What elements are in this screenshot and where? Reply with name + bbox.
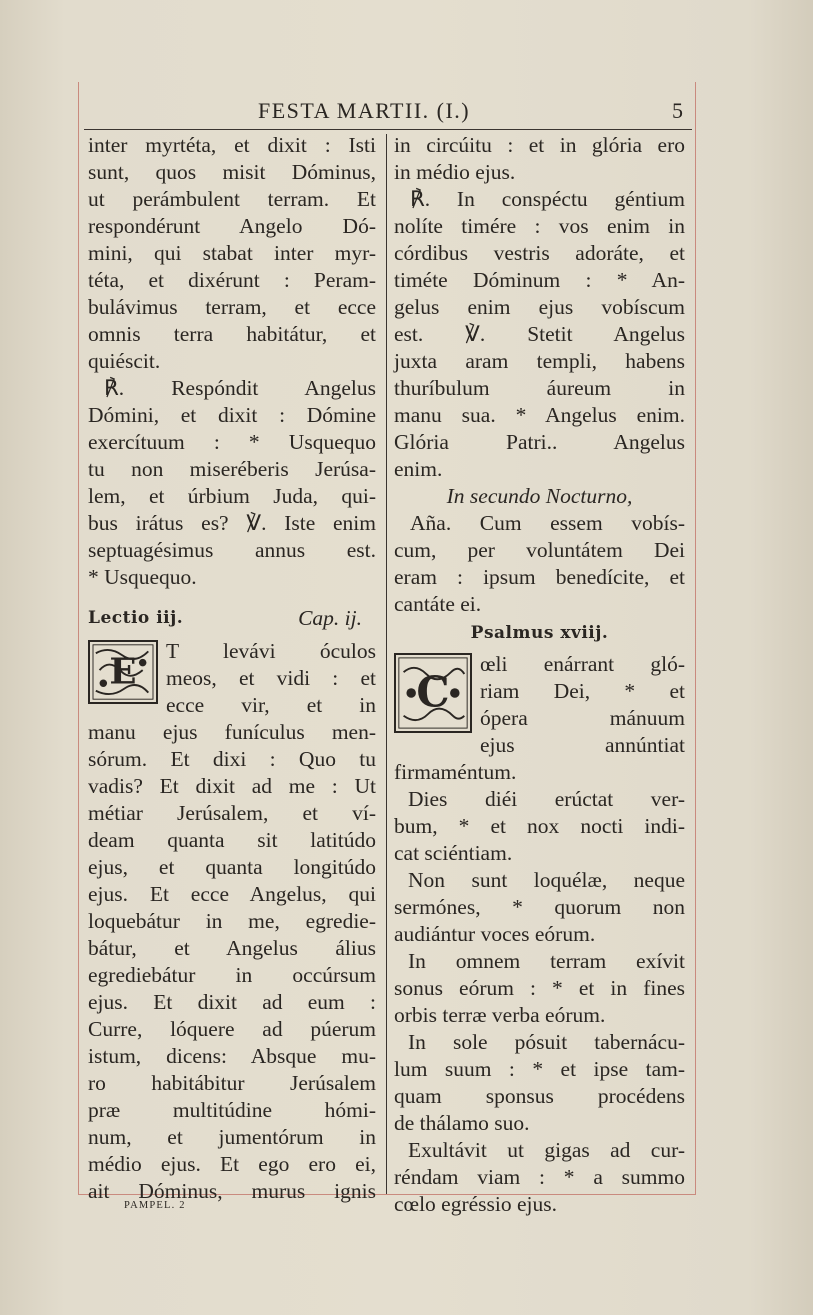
text-line: Aña. Cum essem vobís- bbox=[410, 511, 685, 535]
text-line: médio ejus. Et ego ero ei, bbox=[88, 1152, 376, 1176]
text-line: mini, qui stabat inter myr- bbox=[88, 241, 376, 265]
text-line: respondérunt Angelo Dó- bbox=[88, 214, 376, 238]
text-line: bus irátus es? ℣. Iste enim bbox=[88, 511, 376, 535]
text-line: ut perámbulent terram. Et bbox=[88, 187, 376, 211]
text-line: num, et jumentórum in bbox=[88, 1125, 376, 1149]
text-line: quam sponsus procédens bbox=[394, 1084, 685, 1108]
text-line: cantáte ei. bbox=[394, 592, 482, 616]
ornament-icon bbox=[90, 642, 156, 702]
text-line: gelus enim ejus vobíscum bbox=[394, 295, 685, 319]
text-line: œli enárrant gló- bbox=[480, 652, 685, 676]
text-line: cœlo egréssio ejus. bbox=[394, 1192, 558, 1216]
decorated-initial-c bbox=[394, 653, 472, 733]
text-line: * Usquequo. bbox=[88, 565, 197, 589]
text-line: córdibus vestris adoráte, et bbox=[394, 241, 685, 265]
text-line: ejus. Et ecce Angelus, qui bbox=[88, 882, 376, 906]
text-line: sermónes, * quorum non bbox=[394, 895, 685, 919]
left-reading bbox=[88, 638, 376, 1205]
psalm-text bbox=[394, 651, 685, 786]
text-line: Glória Patri.. Angelus bbox=[394, 430, 685, 454]
left-responsory bbox=[88, 375, 376, 591]
text-line: thuríbulum áureum in bbox=[394, 376, 685, 400]
text-line: lum suum : * et ipse tam- bbox=[394, 1057, 685, 1081]
text-line: lem, et úrbium Juda, qui- bbox=[88, 484, 376, 508]
text-line: sonus eórum : * et in fines bbox=[394, 976, 685, 1000]
running-header bbox=[80, 96, 685, 130]
text-line: tu non miseréberis Jerúsa- bbox=[88, 457, 376, 481]
text-line: eram : ipsum benedícite, et bbox=[394, 565, 685, 589]
text-line: Curre, lóquere ad púerum bbox=[88, 1017, 376, 1041]
text-line: T levávi óculos bbox=[166, 639, 376, 663]
verse-4 bbox=[394, 1029, 685, 1137]
text-line: In omnem terram exívit bbox=[408, 949, 685, 973]
text-line: cum, per voluntátem Dei bbox=[394, 538, 685, 562]
text-line: ópera mánuum bbox=[480, 706, 685, 730]
text-line: Exultávit ut gigas ad cur- bbox=[408, 1138, 685, 1162]
text-line: de thálamo suo. bbox=[394, 1111, 530, 1135]
text-line: loquebátur in me, egredie- bbox=[88, 909, 376, 933]
text-line: ejus annúntiat bbox=[480, 733, 685, 757]
text-line: ℟. Respóndit Angelus bbox=[104, 376, 376, 400]
text-line: sórum. Et dixi : Quo tu bbox=[88, 747, 376, 771]
text-line: istum, dicens: Absque mu- bbox=[88, 1044, 376, 1068]
verse-3 bbox=[394, 948, 685, 1029]
text-line: vadis? Et dixit ad me : Ut bbox=[88, 774, 376, 798]
right-paragraph-1 bbox=[394, 132, 685, 186]
text-line: riam Dei, * et bbox=[480, 679, 685, 703]
text-line: omnis terra habitátur, et bbox=[88, 322, 376, 346]
verse-1 bbox=[394, 786, 685, 867]
text-line: juxta aram templi, habens bbox=[394, 349, 685, 373]
text-line: deam quanta sit latitúdo bbox=[88, 828, 376, 852]
text-line: manu sua. * Angelus enim. bbox=[394, 403, 685, 427]
text-line: réndam viam : * a summo bbox=[394, 1165, 685, 1189]
text-line: Dómini, et dixit : Dómine bbox=[88, 403, 376, 427]
text-line: inter myrtéta, et dixit : Isti bbox=[88, 133, 376, 157]
text-line: ro habitábitur Jerúsalem bbox=[88, 1071, 376, 1095]
text-line: præ multitúdine hómi- bbox=[88, 1098, 376, 1122]
text-line: enim. bbox=[394, 457, 443, 481]
lectio-label: Lectio iij. bbox=[88, 608, 184, 628]
text-line: ejus, et quanta longitúdo bbox=[88, 855, 376, 879]
psalm-heading: Psalmus xviij. bbox=[470, 623, 609, 643]
text-line: ecce vir, et in bbox=[166, 693, 376, 717]
text-line: ait Dóminus, murus ignis bbox=[88, 1179, 376, 1203]
text-line: est. ℣. Stetit Angelus bbox=[394, 322, 685, 346]
verse-2 bbox=[394, 867, 685, 948]
text-line: egrediebátur in occúrsum bbox=[88, 963, 376, 987]
text-line: Non sunt loquélæ, neque bbox=[408, 868, 685, 892]
text-line: orbis terræ verba eórum. bbox=[394, 1003, 606, 1027]
header-title: FESTA MARTII. (I.) bbox=[258, 98, 471, 123]
initial-letter: E bbox=[109, 651, 137, 693]
text-line: septuagésimus annus est. bbox=[88, 538, 376, 562]
lectio-heading bbox=[88, 605, 376, 632]
text-line: audiántur voces eórum. bbox=[394, 922, 596, 946]
verse-5 bbox=[394, 1137, 685, 1218]
right-column bbox=[394, 132, 685, 1218]
text-line: nolíte timére : vos enim in bbox=[394, 214, 685, 238]
right-responsory bbox=[394, 186, 685, 483]
decorated-initial-e bbox=[88, 640, 158, 704]
text-line: In sole pósuit tabernácu- bbox=[408, 1030, 685, 1054]
frame-rule-left bbox=[78, 82, 79, 1194]
text-line: exercítuum : * Usquequo bbox=[88, 430, 376, 454]
text-line: manu ejus funículus men- bbox=[88, 720, 376, 744]
frame-rule-right bbox=[695, 82, 696, 1194]
chapter-label: Cap. ij. bbox=[298, 606, 362, 630]
text-line: timéte Dóminum : * An- bbox=[394, 268, 685, 292]
antiphon bbox=[394, 510, 685, 618]
text-line: métiar Jerúsalem, et ví- bbox=[88, 801, 376, 825]
text-line: cat sciéntiam. bbox=[394, 841, 513, 865]
text-line: ejus. Et dixit ad eum : bbox=[88, 990, 376, 1014]
text-line: sunt, quos misit Dóminus, bbox=[88, 160, 376, 184]
text-line: in médio ejus. bbox=[394, 160, 516, 184]
text-line: bulávimus terram, et ecce bbox=[88, 295, 376, 319]
left-column bbox=[88, 132, 376, 1205]
text-line: quiéscit. bbox=[88, 349, 161, 373]
text-line: Dies diéi erúctat ver- bbox=[408, 787, 685, 811]
text-line: firmaméntum. bbox=[394, 760, 517, 784]
nocturno-heading: In secundo Nocturno, bbox=[446, 484, 633, 508]
text-line: téta, et dixérunt : Peram- bbox=[88, 268, 376, 292]
initial-letter: C bbox=[416, 667, 450, 717]
text-line: bum, * et nox nocti indi- bbox=[394, 814, 685, 838]
text-line: meos, et vidi : et bbox=[166, 666, 376, 690]
ornament-icon bbox=[396, 655, 470, 731]
printer-signature: PAMPEL. 2 bbox=[124, 1200, 186, 1211]
column-divider bbox=[386, 134, 387, 1194]
text-line: ℟. In conspéctu géntium bbox=[410, 187, 685, 211]
text-line: bátur, et Angelus álius bbox=[88, 936, 376, 960]
left-paragraph-1 bbox=[88, 132, 376, 375]
text-line: in circúitu : et in glória ero bbox=[394, 133, 685, 157]
page-number: 5 bbox=[672, 98, 683, 123]
